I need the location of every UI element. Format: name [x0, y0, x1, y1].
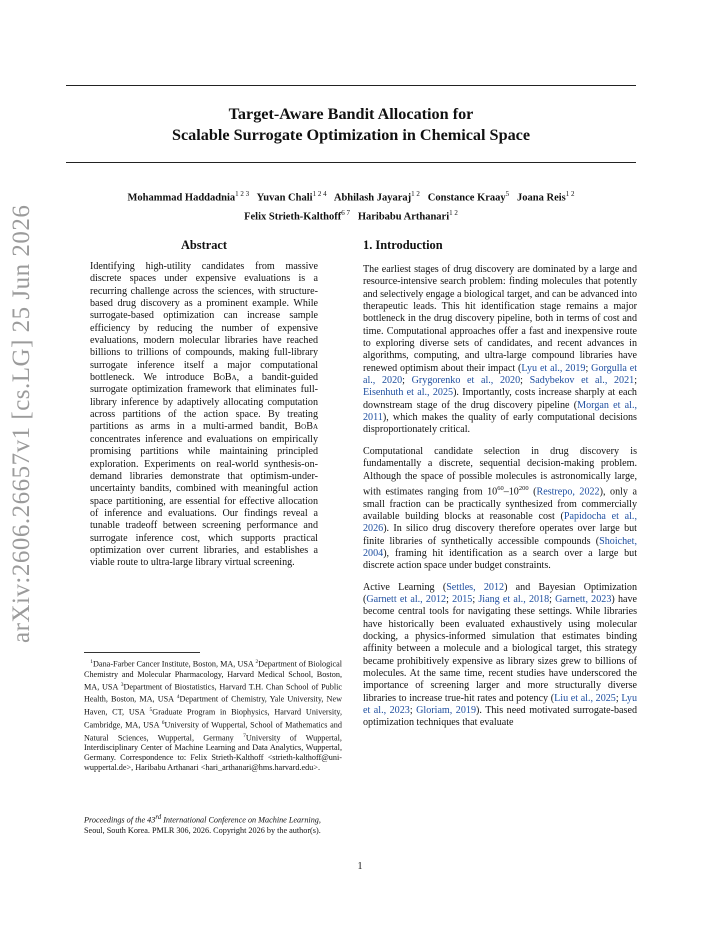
title-line-1: Target-Aware Bandit Allocation for	[228, 105, 474, 123]
author-name: Yuvan Chali	[256, 192, 313, 204]
citation-link[interactable]: Papidocha et al., 2026	[363, 510, 637, 535]
citation-link[interactable]: Jiang et al., 2018	[478, 593, 550, 605]
author-name: Abhilash Jayaraj	[333, 192, 412, 204]
intro-paragraph-1: The earliest stages of drug discovery are dominated by a large and resource-intensive search problem: finding molecules that potently and selectively engage a biological target, and can be advanced into therapeutic leads. This hit identification stage remains a major bottleneck in the drug discovery pipeline, both in terms of cost and time. Computational approaches offer a fast and inexpensive route to exploring diverse sets of candidates, and recent advances in algorithms, computing, and ultra-large compound libraries have renewed optimism about their impact (Lyu et al., 2019; Gorgulla et al., 2020; Grygorenko et al., 2020; Sadybekov et al., 2021; Eisenhuth et al., 2025). Importantly, costs increase sharply at each downstream stage of the drug discovery pipeline (Morgan et al., 2011), which makes the quality of early computational decisions disproportionately critical.	[363, 264, 637, 436]
author-affiliation: 1 2	[565, 190, 575, 198]
right-column	[363, 238, 637, 739]
author-name: Joana Reis	[517, 192, 566, 204]
citation-link[interactable]: Settles, 2012	[446, 581, 505, 593]
abstract-body: Identifying high-utility candidates from massive discrete spaces under expensive evaluations is a recurring challenge across the sciences, with structure-based drug discovery as a prominent example. While surrogate-based optimization can increase sample efficiency by reducing the number of expensive evaluations, modern molecular libraries have reached billions to trillions of compounds, making full-library surrogate inference itself a major computational bottleneck. We introduce BoBa, a bandit-guided surrogate optimization framework that eliminates full-library inference by adaptively allocating computation across partitions of the action space. By treating partitions as arms in a multi-armed bandit, BoBa concentrates inference and evaluations on empirically promising partitions while maintaining principled exploration. Experiments on real-world synthesis-on-demand libraries demonstrate that optimism-under-uncertainty bandits, combined with meaningful action space partitioning, are essential for effective allocation of inference and evaluations. Our findings reveal a tunable tradeoff between screening performance and surrogate inference cost, which supports practical optimization over current libraries, and establishes a viable route to ultra-large library virtual screening.	[90, 261, 318, 569]
title-line-2: Scalable Surrogate Optimization in Chemical Space	[171, 126, 531, 144]
title-rule-top	[66, 85, 636, 86]
author-affiliation: 1 2	[449, 208, 458, 217]
citation-link[interactable]: Gloriam, 2019	[416, 705, 476, 717]
author-affiliation: 1 2	[411, 190, 420, 198]
citation-link[interactable]: Lyu et al., 2023	[363, 692, 638, 717]
citation-link[interactable]: Eisenhuth et al., 2025	[363, 387, 454, 399]
author-affiliation: 1 2 4	[312, 190, 327, 198]
author-affiliation: 5	[505, 190, 510, 198]
citation-link[interactable]: 2015	[452, 593, 473, 605]
abstract-heading: Abstract	[180, 238, 228, 252]
citation-link[interactable]: Restrepo, 2022	[536, 486, 600, 498]
footnote-rule	[84, 652, 200, 653]
section-heading-introduction: 1. Introduction	[363, 238, 443, 252]
citation-link[interactable]: Sadybekov et al., 2021	[529, 375, 635, 387]
author-affiliation: 6 7	[341, 208, 350, 217]
author-name: Felix Strieth-Kalthoff	[244, 211, 342, 222]
intro-paragraph-3: Active Learning (Settles, 2012) and Bayesian Optimization (Garnett et al., 2012; 2015; Jiang et al., 2018; Garnett, 2023) have become central tools for navigating these settings. While libraries have historically been evaluated exhaustively using molecular docking, a physics-informed simulation that estimates binding affinity between a molecule and a biological target, this strategy became prohibitively expensive as library sizes grew to billions of molecules. At the same time, recent studies have underscored the importance of screening larger and more structurally diverse libraries to increase true-hit rates and potency (Liu et al., 2025; Lyu et al., 2023; Gloriam, 2019). This need motivated surrogate-based optimization techniques that evaluate	[363, 581, 638, 729]
author-list	[66, 187, 636, 224]
arxiv-sidebar-id: arXiv:2606.26657v1 [cs.LG] 25 Jun 2026	[8, 204, 35, 643]
affiliation-footnotes: $^1$Dana-Farber Cancer Institute, Boston, MA, USA $^2$Department of Biological Chemistry and Molecular Pharmacology, Harvard Medical School, Boston, MA, USA $^3$Department of Biostatistics, Harvard T.H. Chan School of Public Health, Boston, MA, USA $^4$Department of Chemistry, Yale University, New Haven, CT, USA $^5$Graduate Program in Biophysics, Harvard University, Cambridge, MA, USA $^6$University of Wuppertal, School of Mathematics and Natural Sciences, Wuppertal, Germany $^7$University of Wuppertal, Interdisciplinary Center of Machine Learning and Data Analytics, Wuppertal, Germany. Correspondence to: Felix Strieth-Kalthoff <strieth-kalthoff@uni-wuppertal.de>, Haribabu Arthanari <hari_arthanari@hms.harvard.edu>.	[84, 659, 343, 773]
citation-link[interactable]: Morgan et al., 2011	[363, 399, 637, 424]
citation-link[interactable]: Gorgulla et al., 2020	[363, 362, 637, 387]
left-column	[84, 238, 324, 570]
citation-link[interactable]: Grygorenko et al., 2020	[411, 375, 521, 387]
proceedings-note: Proceedings of the 43rd International Conference on Machine Learning, Seoul, South Korea. PMLR 306, 2026. Copyright 2026 by the author(s).	[84, 814, 321, 835]
paper-title	[66, 104, 636, 146]
page-number: 1	[357, 861, 363, 872]
author-name: Mohammad Haddadnia	[127, 192, 236, 204]
citation-link[interactable]: Garnett et al., 2012	[366, 593, 447, 605]
author-name: Haribabu Arthanari	[357, 211, 450, 222]
intro-paragraph-2: Computational candidate selection in drug discovery is fundamentally a discrete, sequential decision-making problem. Although the space of possible molecules is astronomically large, with estimates ranging from $10^{60}-10^{200}$ (Restrepo, 2022), only a small fraction can be practically synthesized from commercially available building blocks at reasonable cost (Papidocha et al., 2026). In silico drug discovery therefore operates over large but finite libraries of synthetically accessible compounds (Shoichet, 2004), framing hit identification as a search over a large but discrete action space under budget constraints.	[363, 445, 637, 572]
author-affiliation: 1 2 3	[235, 190, 250, 198]
citation-link[interactable]: Garnett, 2023	[555, 593, 612, 605]
title-rule-bottom	[66, 162, 636, 163]
citation-link[interactable]: Lyu et al., 2019	[521, 362, 586, 374]
citation-link[interactable]: Liu et al., 2025	[554, 692, 616, 704]
citation-link[interactable]: Shoichet, 2004	[363, 535, 637, 559]
author-line-1	[66, 187, 636, 206]
author-name: Constance Kraay	[427, 192, 506, 204]
author-line-2	[66, 206, 636, 225]
